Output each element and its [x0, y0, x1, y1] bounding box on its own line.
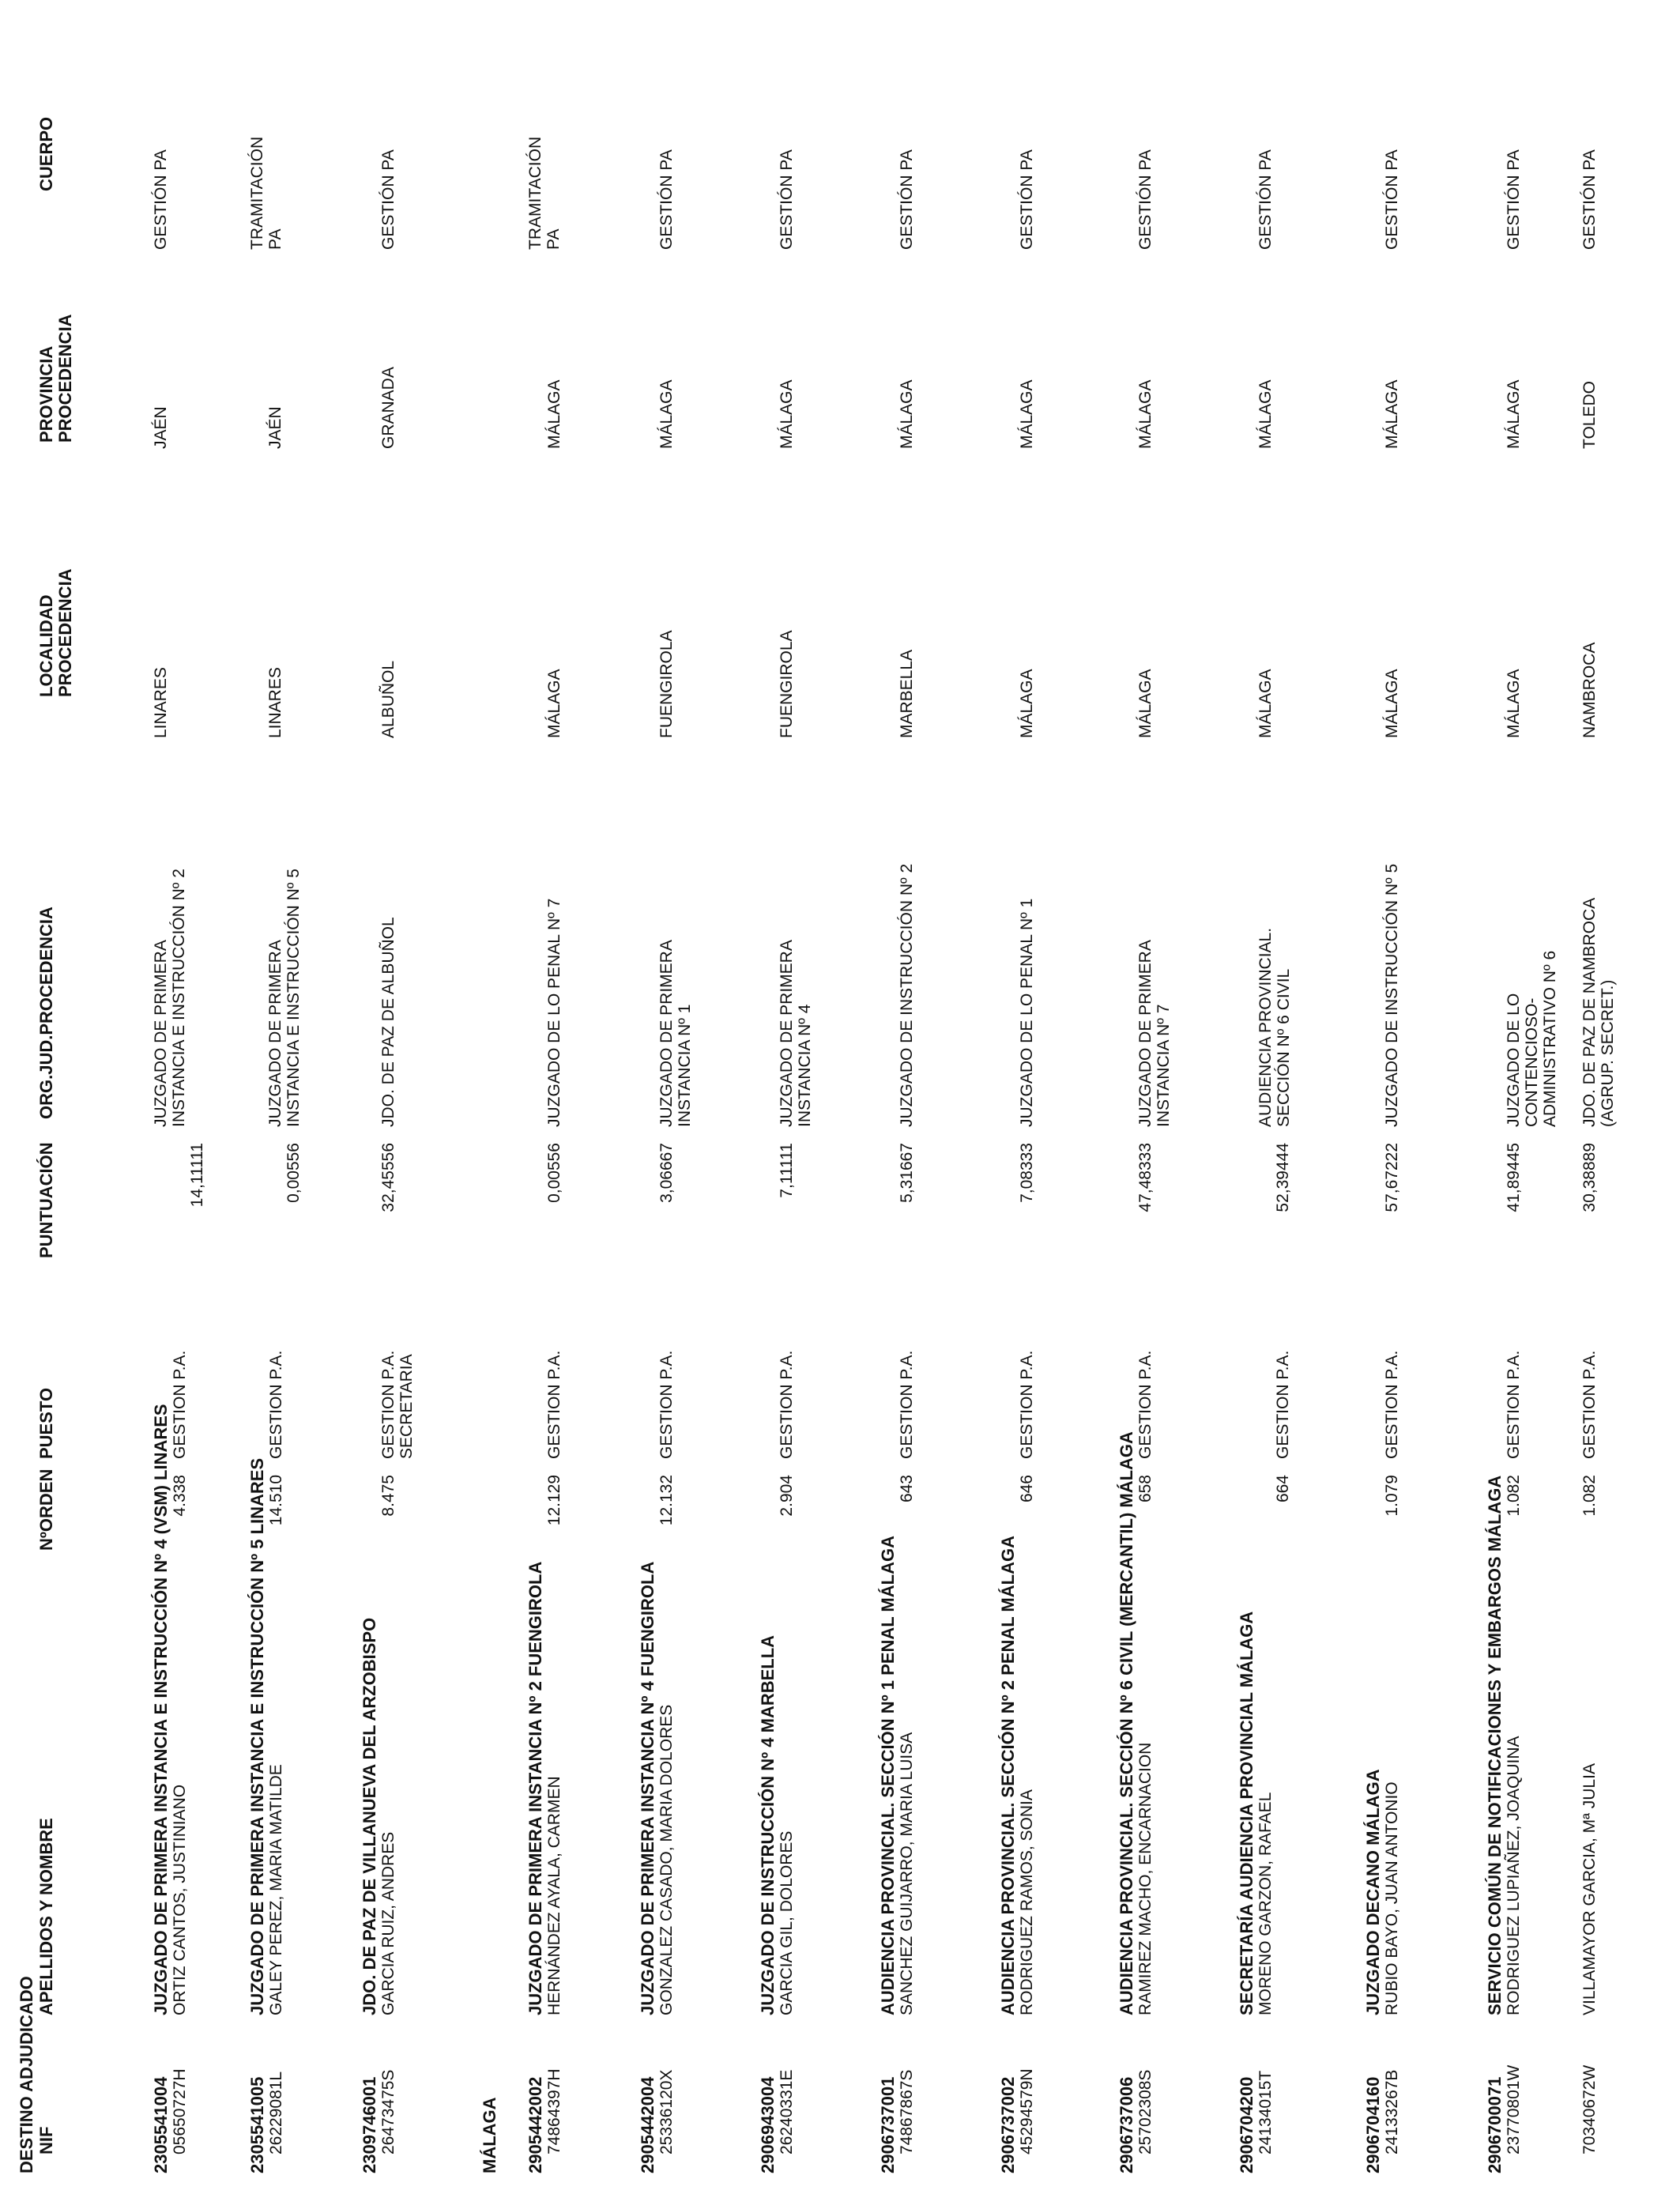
org-jud: JUZGADO DE PRIMERA [1136, 940, 1155, 1127]
puesto: GESTION P.A. [171, 1350, 189, 1459]
puntuacion: 52,39444 [1274, 1143, 1292, 1212]
orden: 2.904 [778, 1475, 796, 1517]
cuerpo: TRAMITACIÓN [526, 136, 544, 250]
puesto: GESTION P.A. [657, 1350, 676, 1459]
destino-code: 2906704160 [1363, 2076, 1383, 2173]
org-jud: JUZGADO DE LO PENAL Nº 1 [1018, 898, 1036, 1127]
localidad: MÁLAGA [1136, 669, 1155, 738]
cuerpo: GESTIÓN PA [152, 149, 170, 250]
org-jud-3: ADMINISTRATIVO Nº 6 [1541, 950, 1559, 1127]
entry [638, 0, 694, 2194]
nombre: RAMIREZ MACHO, ENCARNACION [1136, 1742, 1155, 2015]
destino-title: JUZGADO DE PRIMERA INSTANCIA E INSTRUCCIÓN Nº 4 (VSM) LINARES [151, 1404, 171, 2015]
destino-code: 2305541005 [247, 2076, 267, 2173]
destino-code: 2906737001 [878, 2076, 898, 2173]
destino-title: AUDIENCIA PROVINCIAL. SECCIÓN Nº 6 CIVIL (MERCANTIL) MÁLAGA [1117, 1431, 1136, 2015]
provincia: JAÉN [152, 406, 170, 449]
destino-title: JDO. DE PAZ DE VILLANUEVA DEL ARZOBISPO [360, 1617, 379, 2015]
org-jud: JDO. DE PAZ DE ALBUÑOL [379, 917, 397, 1127]
nif: 74867867S [898, 2069, 916, 2154]
header-puntuacion: PUNTUACIÓN [36, 1142, 56, 1258]
puntuacion: 41,89445 [1505, 1143, 1523, 1212]
header-org-jud: ORG.JUD.PROCEDENCIA [36, 907, 56, 1119]
nif: 25702308S [1136, 2069, 1155, 2154]
entry [1237, 0, 1293, 2194]
orden: 1.082 [1580, 1475, 1599, 1517]
org-jud-2: SECCIÓN Nº 6 CIVIL [1275, 968, 1293, 1127]
header-norden: NºORDEN [36, 1468, 56, 1551]
org-jud: AUDIENCIA PROVINCIAL. [1256, 927, 1275, 1127]
provincia: JAÉN [266, 406, 284, 449]
nombre: ORTIZ CANTOS, JUSTINIANO [171, 1784, 189, 2015]
localidad: MÁLAGA [1505, 669, 1523, 738]
orden: 8.475 [379, 1475, 397, 1517]
puesto: GESTION P.A. [379, 1350, 397, 1459]
destino-title: JUZGADO DE INSTRUCCIÓN Nº 4 MARBELLA [758, 1634, 778, 2015]
localidad: MÁLAGA [545, 669, 563, 738]
entry [247, 0, 303, 2194]
puntuacion: 14,11111 [188, 1143, 206, 1208]
destino-code: 2906737002 [998, 2076, 1018, 2173]
org-jud: JUZGADO DE PRIMERA [152, 940, 170, 1127]
org-jud: JUZGADO DE LO PENAL Nº 7 [545, 898, 563, 1127]
nif: 26229081L [267, 2071, 285, 2154]
cuerpo: GESTIÓN PA [1136, 149, 1155, 250]
entry [1117, 0, 1173, 2194]
provincia: GRANADA [379, 367, 397, 449]
cuerpo: GESTIÓN PA [1018, 149, 1036, 250]
puntuacion: 7,11111 [778, 1143, 796, 1198]
entry [151, 0, 206, 2194]
nif: 05650727H [171, 2068, 189, 2154]
org-jud-2: INSTANCIA E INSTRUCCIÓN Nº 2 [170, 869, 188, 1127]
nif: 23770801W [1505, 2064, 1523, 2154]
destino-title: SERVICIO COMÚN DE NOTIFICACIONES Y EMBARGOS MÁLAGA [1485, 1475, 1505, 2015]
localidad: MÁLAGA [1018, 669, 1036, 738]
entry [1363, 0, 1401, 2194]
provincia: MÁLAGA [1383, 379, 1401, 449]
nombre: GARCIA RUIZ, ANDRES [379, 1831, 397, 2015]
orden: 658 [1136, 1475, 1155, 1503]
org-jud: JUZGADO DE PRIMERA [778, 940, 796, 1127]
destino-title: JUZGADO DE PRIMERA INSTANCIA Nº 2 FUENGIROLA [525, 1561, 545, 2015]
nif: 26240331E [778, 2069, 796, 2154]
entry [998, 0, 1036, 2194]
cuerpo: GESTIÓN PA [778, 149, 796, 250]
orden: 1.082 [1505, 1475, 1523, 1517]
header-apellidos: APELLIDOS Y NOMBRE [36, 1818, 56, 2015]
entry [878, 0, 916, 2194]
header-puesto: PUESTO [36, 1387, 56, 1459]
localidad: MARBELLA [898, 649, 916, 738]
provincia: MÁLAGA [545, 379, 563, 449]
nif: 26473475S [379, 2069, 397, 2154]
entry [525, 0, 563, 2194]
header-destino-adjudicado: DESTINO ADJUDICADO [17, 1976, 36, 2173]
puesto: GESTION P.A. [1383, 1350, 1401, 1459]
puesto: GESTION P.A. [898, 1350, 916, 1459]
provincia: MÁLAGA [778, 379, 796, 449]
org-jud: JUZGADO DE INSTRUCCIÓN Nº 2 [898, 863, 916, 1127]
destino-code: 2309746001 [360, 2076, 379, 2173]
destino-code: 2905442004 [638, 2076, 657, 2173]
puesto: GESTION P.A. [778, 1350, 796, 1459]
destino-title: SECRETARÍA AUDIENCIA PROVINCIAL MÁLAGA [1237, 1611, 1256, 2015]
header-cuerpo: CUERPO [36, 116, 56, 191]
puntuacion: 57,67222 [1383, 1143, 1401, 1212]
destino-code: 2905442002 [525, 2076, 545, 2173]
cuerpo: GESTIÓN PA [898, 149, 916, 250]
provincia: TOLEDO [1580, 381, 1599, 449]
org-jud-2: INSTANCIA E INSTRUCCIÓN Nº 5 [284, 869, 303, 1127]
nif: 45294579N [1018, 2068, 1036, 2154]
destino-title: JUZGADO DE PRIMERA INSTANCIA Nº 4 FUENGIROLA [638, 1561, 657, 2015]
orden: 643 [898, 1475, 916, 1503]
orden: 664 [1274, 1475, 1292, 1503]
orden: 14.510 [267, 1475, 285, 1526]
destino-title: AUDIENCIA PROVINCIAL. SECCIÓN Nº 2 PENAL MÁLAGA [998, 1536, 1018, 2015]
header-localidad-2: PROCEDENCIA [55, 568, 75, 697]
org-jud-2: CONTENCIOSO- [1523, 997, 1541, 1127]
destino-title: JUZGADO DECANO MÁLAGA [1363, 1769, 1383, 2015]
nif: 74864397H [545, 2068, 563, 2154]
org-jud: JUZGADO DE PRIMERA [657, 940, 676, 1127]
localidad: NAMBROCA [1580, 642, 1599, 738]
puesto: GESTION P.A. [1580, 1350, 1599, 1459]
destino-code: 2906700071 [1485, 2076, 1505, 2173]
cuerpo: GESTIÓN PA [1383, 149, 1401, 250]
cuerpo: GESTIÓN PA [1505, 149, 1523, 250]
org-jud: JUZGADO DE LO [1505, 993, 1523, 1127]
nombre: SANCHEZ GUIJARRO, MARIA LUISA [898, 1732, 916, 2015]
orden: 12.129 [545, 1475, 563, 1526]
puesto: GESTION P.A. [545, 1350, 563, 1459]
nif: 25336120X [657, 2069, 676, 2154]
org-jud-2: INSTANCIA Nº 7 [1155, 1004, 1173, 1127]
region-label: MÁLAGA [480, 2097, 499, 2173]
cuerpo-2: PA [544, 228, 563, 250]
provincia: MÁLAGA [1505, 379, 1523, 449]
puntuacion: 47,48333 [1136, 1143, 1155, 1212]
puntuacion: 32,45556 [379, 1143, 397, 1212]
cuerpo: GESTIÓN PA [1580, 149, 1599, 250]
header-nif: NIF [36, 2126, 56, 2154]
provincia: MÁLAGA [898, 379, 916, 449]
destino-title: JUZGADO DE PRIMERA INSTANCIA E INSTRUCCIÓN Nº 5 LINARES [247, 1457, 267, 2015]
puesto: GESTION P.A. [267, 1350, 285, 1459]
puntuacion: 0,00556 [284, 1143, 303, 1203]
cuerpo: GESTIÓN PA [1256, 149, 1275, 250]
cuerpo-2: PA [266, 228, 284, 250]
destino-code: 2305541004 [151, 2076, 171, 2173]
org-jud-2: INSTANCIA Nº 1 [676, 1004, 694, 1127]
nombre: VILLAMAYOR GARCIA, Mª JULIA [1580, 1763, 1599, 2015]
orden: 4.338 [171, 1475, 189, 1517]
localidad: MÁLAGA [1256, 669, 1275, 738]
orden: 12.132 [657, 1475, 676, 1526]
nif: 24133267B [1383, 2069, 1401, 2154]
nombre: RODRIGUEZ RAMOS, SONIA [1018, 1789, 1036, 2015]
puntuacion: 0,00556 [545, 1143, 563, 1203]
localidad: LINARES [266, 667, 284, 738]
localidad: FUENGIROLA [778, 630, 796, 738]
nombre: GALEY PEREZ, MARIA MATILDE [267, 1764, 285, 2015]
entry [360, 0, 416, 2194]
localidad: MÁLAGA [1383, 669, 1401, 738]
provincia: MÁLAGA [657, 379, 676, 449]
orden: 646 [1018, 1475, 1036, 1503]
org-jud: JDO. DE PAZ DE NAMBROCA [1580, 897, 1599, 1127]
provincia: MÁLAGA [1136, 379, 1155, 449]
puntuacion: 5,31667 [898, 1143, 916, 1203]
nombre: GARCIA GIL, DOLORES [778, 1830, 796, 2015]
nif: 70340672W [1580, 2064, 1599, 2154]
cuerpo: GESTIÓN PA [657, 149, 676, 250]
cuerpo: GESTIÓN PA [379, 149, 397, 250]
destino-code: 2906704200 [1237, 2076, 1256, 2173]
provincia: MÁLAGA [1018, 379, 1036, 449]
orden: 1.079 [1383, 1475, 1401, 1517]
puesto: GESTION P.A. [1505, 1350, 1523, 1459]
destino-code: 2906943004 [758, 2076, 778, 2173]
nombre: HERNÁNDEZ AYALA, CARMEN [545, 1776, 563, 2015]
header-provincia-1: PROVINCIA [36, 345, 56, 443]
org-jud-2: INSTANCIA Nº 4 [796, 1004, 814, 1127]
nombre: MORENO GARZON, RAFAEL [1256, 1792, 1275, 2015]
header-provincia-2: PROCEDENCIA [55, 314, 75, 443]
puntuacion: 3,06667 [657, 1143, 676, 1203]
puntuacion: 7,08333 [1018, 1143, 1036, 1203]
puesto: GESTION P.A. [1274, 1350, 1292, 1459]
org-jud-2: (AGRUP. SECRET.) [1599, 979, 1617, 1127]
puesto-2: SECRETARIA [397, 1354, 416, 1459]
localidad: FUENGIROLA [657, 630, 676, 738]
provincia: MÁLAGA [1256, 379, 1275, 449]
nombre: GONZALEZ CASADO, MARIA DOLORES [657, 1704, 676, 2015]
puesto: GESTION P.A. [1018, 1350, 1036, 1459]
entry [1561, 0, 1617, 2194]
nombre: RODRIGUEZ LUPIAÑEZ, JOAQUINA [1505, 1736, 1523, 2015]
org-jud: JUZGADO DE INSTRUCCIÓN Nº 5 [1383, 863, 1401, 1127]
puntuacion: 30,38889 [1580, 1143, 1599, 1212]
localidad: ALBUÑOL [379, 660, 397, 738]
destino-title: AUDIENCIA PROVINCIAL. SECCIÓN Nº 1 PENAL MÁLAGA [878, 1536, 898, 2015]
nif: 24134015T [1256, 2070, 1275, 2154]
puesto: GESTION P.A. [1136, 1350, 1155, 1459]
localidad: LINARES [152, 667, 170, 738]
nombre: RUBIO BAYO, JUAN ANTONIO [1383, 1781, 1401, 2015]
destino-code: 2906737006 [1117, 2076, 1136, 2173]
header-localidad-1: LOCALIDAD [36, 594, 56, 697]
org-jud: JUZGADO DE PRIMERA [266, 940, 284, 1127]
cuerpo: TRAMITACIÓN [248, 136, 266, 250]
